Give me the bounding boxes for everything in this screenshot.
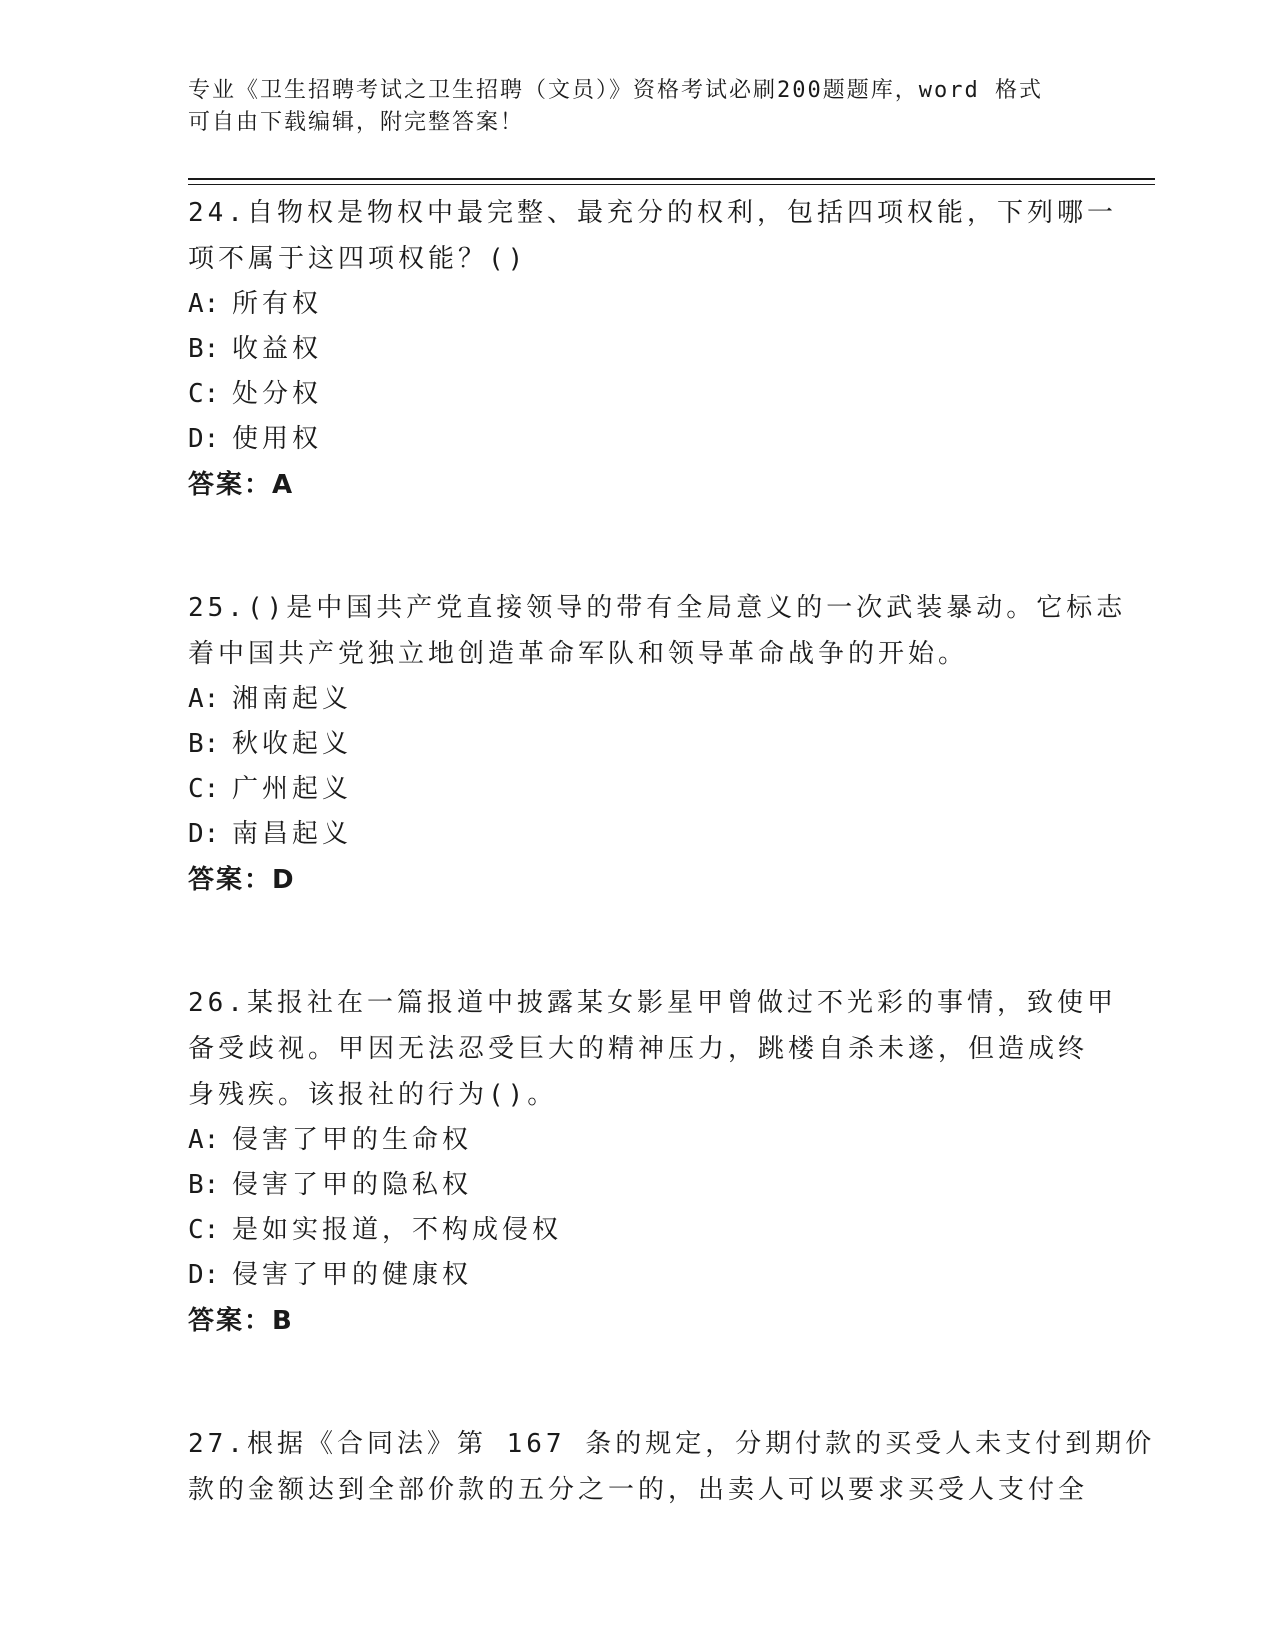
option-text: 使用权 (232, 424, 323, 454)
option-c (188, 372, 1088, 417)
option-c (188, 1208, 1088, 1253)
question-text-line: 26.某报社在一篇报道中披露某女影星甲曾做过不光彩的事情，致使甲 (188, 988, 1117, 1018)
question-list (188, 190, 1156, 1513)
answer-line: 答案：B (188, 1306, 294, 1336)
question-spacer (188, 903, 1088, 980)
answer-line: 答案：D (188, 865, 296, 895)
option-a (188, 677, 1088, 722)
option-b (188, 722, 1088, 767)
option-letter: D: (188, 424, 220, 454)
option-b (188, 1163, 1088, 1208)
option-d (188, 1253, 1088, 1298)
question-25 (188, 585, 1127, 903)
question-text-line: 25.()是中国共产党直接领导的带有全局意义的一次武装暴动。它标志 (188, 593, 1127, 623)
option-text: 侵害了甲的生命权 (232, 1125, 473, 1155)
option-d (188, 812, 1088, 857)
option-letter: C: (188, 379, 220, 409)
option-letter: B: (188, 334, 220, 364)
question-text-line: 款的金额达到全部价款的五分之一的，出卖人可以要求买受人支付全 (188, 1475, 1089, 1505)
question-26 (188, 980, 1117, 1344)
question-text-line: 备受歧视。甲因无法忍受巨大的精神压力，跳楼自杀未遂，但造成终 (188, 1034, 1089, 1064)
question-text-line: 27.根据《合同法》第 167 条的规定，分期付款的买受人未支付到期价 (188, 1429, 1156, 1459)
option-a (188, 282, 1088, 327)
option-text: 秋收起义 (232, 729, 353, 759)
option-a (188, 1118, 1088, 1163)
option-letter: D: (188, 819, 220, 849)
option-text: 侵害了甲的隐私权 (232, 1170, 473, 1200)
question-spacer (188, 508, 1088, 585)
option-letter: A: (188, 289, 220, 319)
option-letter: D: (188, 1260, 220, 1290)
option-letter: A: (188, 1125, 220, 1155)
question-text-line: 身残疾。该报社的行为()。 (188, 1080, 558, 1110)
option-c (188, 767, 1088, 812)
option-letter: C: (188, 774, 220, 804)
option-letter: C: (188, 1215, 220, 1245)
header-divider-thick (188, 178, 1155, 180)
option-text: 所有权 (232, 289, 323, 319)
header-divider-thin (188, 184, 1155, 185)
option-letter: B: (188, 1170, 220, 1200)
answer-line: 答案：A (188, 470, 295, 500)
question-spacer (188, 1344, 1088, 1421)
question-text-line: 着中国共产党独立地创造革命军队和领导革命战争的开始。 (188, 639, 969, 669)
question-27 (188, 1421, 1156, 1513)
option-text: 南昌起义 (232, 819, 353, 849)
question-24 (188, 190, 1117, 508)
option-text: 收益权 (232, 334, 323, 364)
option-text: 广州起义 (232, 774, 353, 804)
option-text: 侵害了甲的健康权 (232, 1260, 473, 1290)
question-text-line: 项不属于这四项权能？() (188, 244, 528, 274)
header-line-2: 可自由下载编辑，附完整答案！ (188, 110, 525, 135)
option-d (188, 417, 1088, 462)
document-header (188, 75, 1088, 139)
option-text: 处分权 (232, 379, 323, 409)
option-text: 是如实报道，不构成侵权 (232, 1215, 563, 1245)
header-line-1: 专业《卫生招聘考试之卫生招聘（文员）》资格考试必刷200题题库，word 格式 (188, 78, 1043, 103)
option-letter: A: (188, 684, 220, 714)
option-letter: B: (188, 729, 220, 759)
option-b (188, 327, 1088, 372)
option-text: 湘南起义 (232, 684, 353, 714)
question-text-line: 24.自物权是物权中最完整、最充分的权利，包括四项权能，下列哪一 (188, 198, 1117, 228)
